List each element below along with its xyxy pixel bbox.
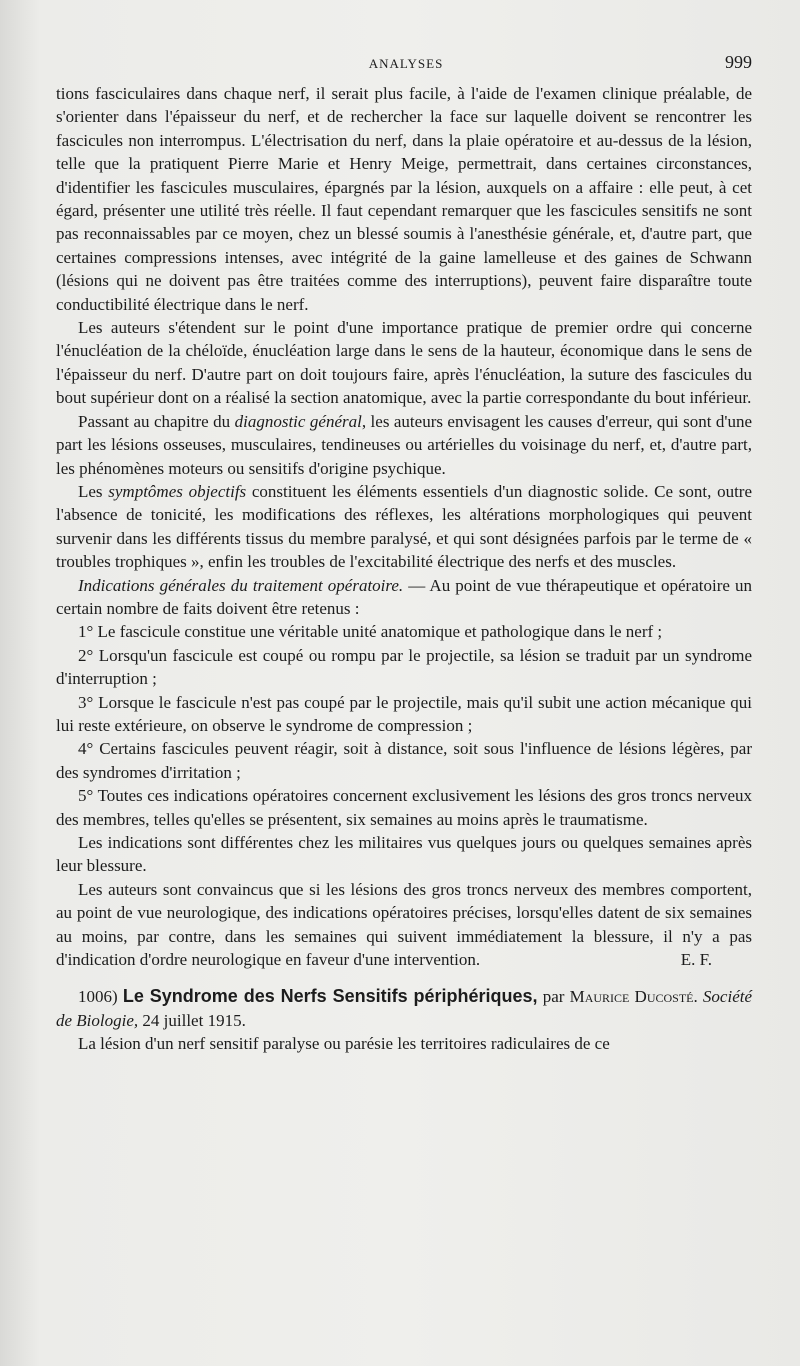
abstract-entry-heading: 1006) Le Syndrome des Nerfs Sensitifs périphériques, par Maurice Ducosté. Société de Biologie, 24 juillet 1915.	[56, 986, 753, 1030]
section-heading-indications: Indications générales du traitement opératoire.	[78, 575, 404, 595]
entry-number: 1006)	[78, 987, 118, 1007]
signature-initials: E. F.	[680, 950, 712, 970]
entry-journal: Société de Biologie,	[56, 987, 753, 1030]
paragraph-2: Les auteurs s'étendent sur le point d'une importance pratique de premier ordre qui concerne l'énucléation de la chéloïde, énucléation large dans le sens de la hauteur, économique dans le sens de l'épaisseur du nerf. D'autre part on doit toujours faire, après l'énucléation, la suture des fascicules du bout supérieur dont on a réalisé la section anatomique, avec la partie correspondante du bout inférieur.	[56, 318, 752, 408]
body-text	[56, 82, 752, 1056]
paragraph-11: Les indications sont différentes chez les militaires vus quelques jours ou quelques semaines après leur blessure.	[56, 833, 752, 876]
page-number: 999	[725, 52, 752, 72]
emphasis-diagnostic: diagnostic général	[234, 411, 362, 431]
list-item-4: 4° Certains fascicules peuvent réagir, soit à distance, soit sous l'influence de lésions légères, par des syndromes d'irritation ;	[56, 739, 752, 782]
emphasis-symptomes: symptômes objectifs	[108, 481, 247, 501]
entry-author: Maurice Ducosté.	[569, 987, 698, 1007]
list-item-3: 3° Lorsque le fascicule n'est pas coupé par le projectile, mais qu'il subit une action mécanique qui lui reste extérieure, on observe le syndrome de compression ;	[56, 692, 752, 735]
paragraph-12: Les auteurs sont convaincus que si les lésions des gros troncs nerveux des membres comportent, au point de vue neurologique, des indications opératoires précises, lorsqu'elles datent de six semaines au moins, par contre, dans les semaines qui suivent immédiatement la blessure, il n'y a pas d'indication d'ordre neurologique en faveur d'une intervention.	[56, 879, 752, 970]
paragraph-1: tions fasciculaires dans chaque nerf, il serait plus facile, à l'aide de l'examen clinique préalable, de s'orienter dans l'épaisseur du nerf, et de rechercher la face sur laquelle doivent se rencontrer les fascicules non interrompus. L'électrisation du nerf, dans la plaie opératoire et au-dessus de la lésion, telle que la pratiquent Pierre Marie et Henry Meige, permettrait, dans certaines circonstances, d'identifier les fascicules musculaires, épargnés par la lésion, auxquels on a affaire : elle peut, à cet égard, présenter une utilité très réelle. Il faut cependant remarquer que les fascicules sensitifs ne sont pas reconnaissables par ce moyen, chez un blessé soumis à l'anesthésie générale, et, d'autre part, que certaines compressions intenses, avec intégrité de la gaine lamelleuse et des gaines de Schwann (lésions qui ne doivent pas être traitées comme des interruptions), peuvent faire disparaître toute conductibilité électrique dans le nerf.	[56, 84, 752, 314]
list-item-5: 5° Toutes ces indications opératoires concernent exclusivement les lésions des gros troncs nerveux des membres, telles qu'elles se présentent, six semaines au moins après le traumatisme.	[56, 786, 752, 829]
running-title: ANALYSES	[368, 56, 444, 71]
paragraph-last: La lésion d'un nerf sensitif paralyse ou parésie les territoires radiculaires de ce	[78, 1034, 610, 1054]
entry-title: Le Syndrome des Nerfs Sensitifs périphériques,	[122, 986, 538, 1007]
list-item-1: 1° Le fascicule constitue une véritable unité anatomique et pathologique dans le nerf ;	[78, 622, 663, 642]
list-item-2: 2° Lorsqu'un fascicule est coupé ou rompu par le projectile, sa lésion se traduit par un syndrome d'interruption ;	[56, 645, 752, 689]
entry-date: 24 juillet 1915.	[138, 1010, 246, 1030]
paragraph-4: Les symptômes objectifs constituent les éléments essentiels d'un diagnostic solide. Ce sont, outre l'absence de tonicité, les modifications des réflexes, les altérations morphologiques qui peuvent survenir dans les différents tissus du membre paralysé, et qui sont désignées parfois par le terme de « troubles trophiques », enfin les troubles de l'excitabilité électrique des nerfs et des muscles.	[56, 481, 752, 572]
page-header	[60, 52, 752, 76]
paragraph-5: Indications générales du traitement opératoire. — Au point de vue thérapeutique et opératoire un certain nombre de faits doivent être retenus :	[56, 575, 752, 618]
paragraph-3: Passant au chapitre du diagnostic général, les auteurs envisagent les causes d'erreur, qui sont d'une part les lésions osseuses, musculaires, tendineuses ou artérielles du voisinage du nerf, et, d'autre part, les phénomènes moteurs ou sensitifs d'origine psychique.	[56, 411, 752, 478]
